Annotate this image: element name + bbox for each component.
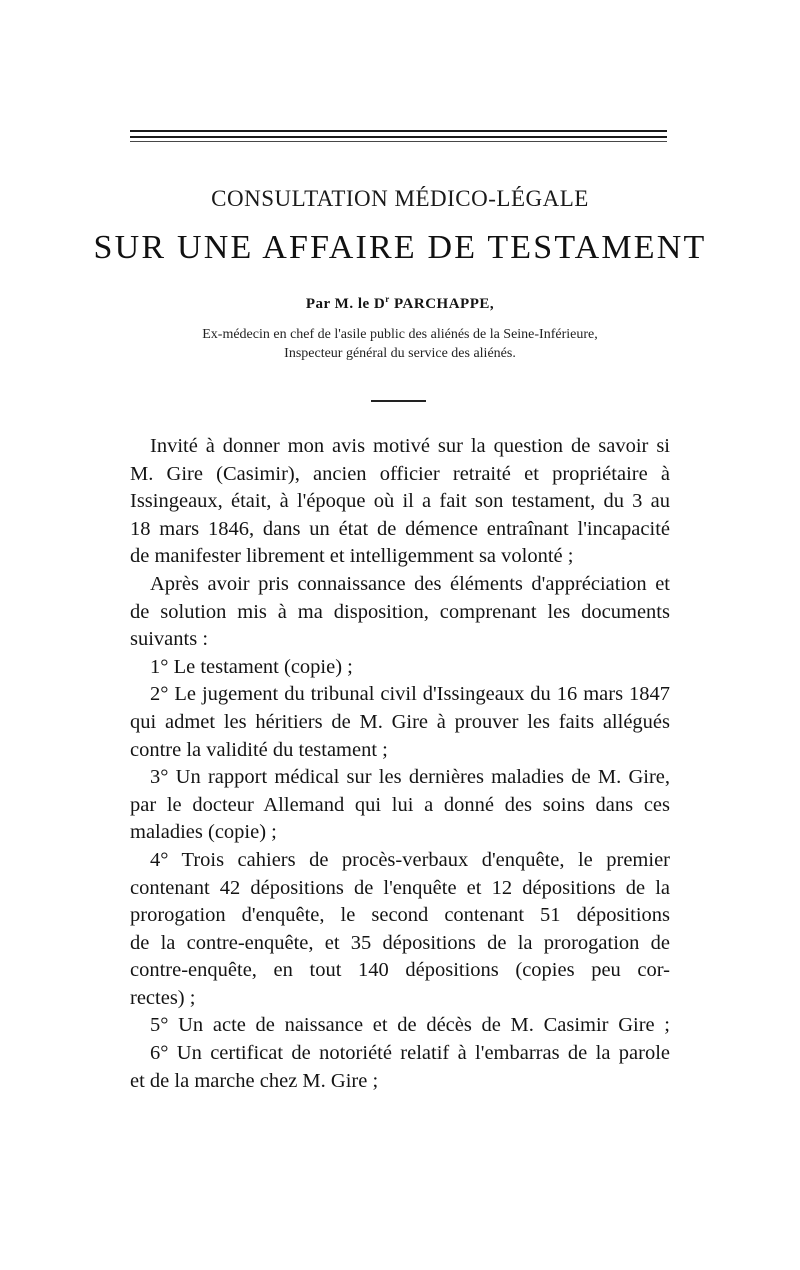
text-line: Invité à donner mon avis motivé sur la question de savoir si (150, 435, 670, 457)
body-text (130, 433, 670, 1095)
page-title: SUR UNE AFFAIRE DE TESTAMENT (93, 229, 707, 266)
text-line: M. Gire (Casimir), ancien officier retraité et propriétaire à (130, 462, 670, 485)
text-line: prorogation d'enquête, le second contenant 51 dépositions (130, 904, 670, 927)
text-line: 4° Trois cahiers de procès-verbaux d'enquête, le premier (150, 848, 670, 871)
text-line: qui admet les héritiers de M. Gire à prouver les faits allégués (130, 710, 670, 733)
text-line: 6° Un certificat de notoriété relatif à l'embarras de la parole (150, 1042, 670, 1065)
text-line: 3° Un rapport médical sur les dernières maladies de M. Gire, (150, 766, 670, 789)
text-line: maladies (copie) ; (130, 821, 277, 844)
top-rule (130, 136, 667, 138)
text-line: contre la validité du testament ; (130, 738, 388, 761)
text-line: de solution mis à ma disposition, comprenant les documents (130, 600, 670, 623)
author-affiliation: Ex-médecin en chef de l'asile public des aliénés de la Seine-Inférieure, (202, 327, 598, 342)
text-line: contenant 42 dépositions de l'enquête et 12 dépositions de la (130, 876, 670, 899)
byline-sup: r (385, 294, 390, 304)
top-rule (130, 141, 667, 142)
text-line: 18 mars 1846, dans un état de démence entraînant l'incapacité (130, 517, 670, 540)
text-line: 1° Le testament (copie) ; (150, 655, 353, 678)
text-line: 2° Le jugement du tribunal civil d'Issingeaux du 16 mars 1847 (150, 683, 670, 706)
text-line: Après avoir pris connaissance des éléments d'appréciation et (150, 572, 670, 595)
author-affiliation: Inspecteur général du service des aliénés. (284, 346, 516, 361)
byline-author: PARCHAPPE, (389, 296, 495, 312)
text-line: de la contre-enquête, et 35 dépositions de la prorogation de (130, 931, 670, 954)
text-line: par le docteur Allemand qui lui a donné des soins dans ces (130, 793, 670, 816)
text-line: de manifester librement et intelligemment sa volonté ; (130, 545, 574, 568)
section-kicker: CONSULTATION MÉDICO-LÉGALE (211, 186, 589, 211)
text-line: 5° Un acte de naissance et de décès de M. Casimir Gire ; (150, 1014, 670, 1037)
top-rule (130, 130, 667, 132)
text-line: rectes) ; (130, 986, 196, 1009)
text-line: contre-enquête, en tout 140 dépositions (copies peu cor- (130, 959, 670, 982)
byline-prefix: Par M. le D (305, 296, 386, 312)
text-line: suivants : (130, 628, 209, 651)
text-line: Issingeaux, était, à l'époque où il a fait son testament, du 3 au (130, 490, 670, 513)
text-line: et de la marche chez M. Gire ; (130, 1069, 379, 1092)
separator-rule (371, 400, 426, 402)
author-byline (0, 294, 800, 313)
